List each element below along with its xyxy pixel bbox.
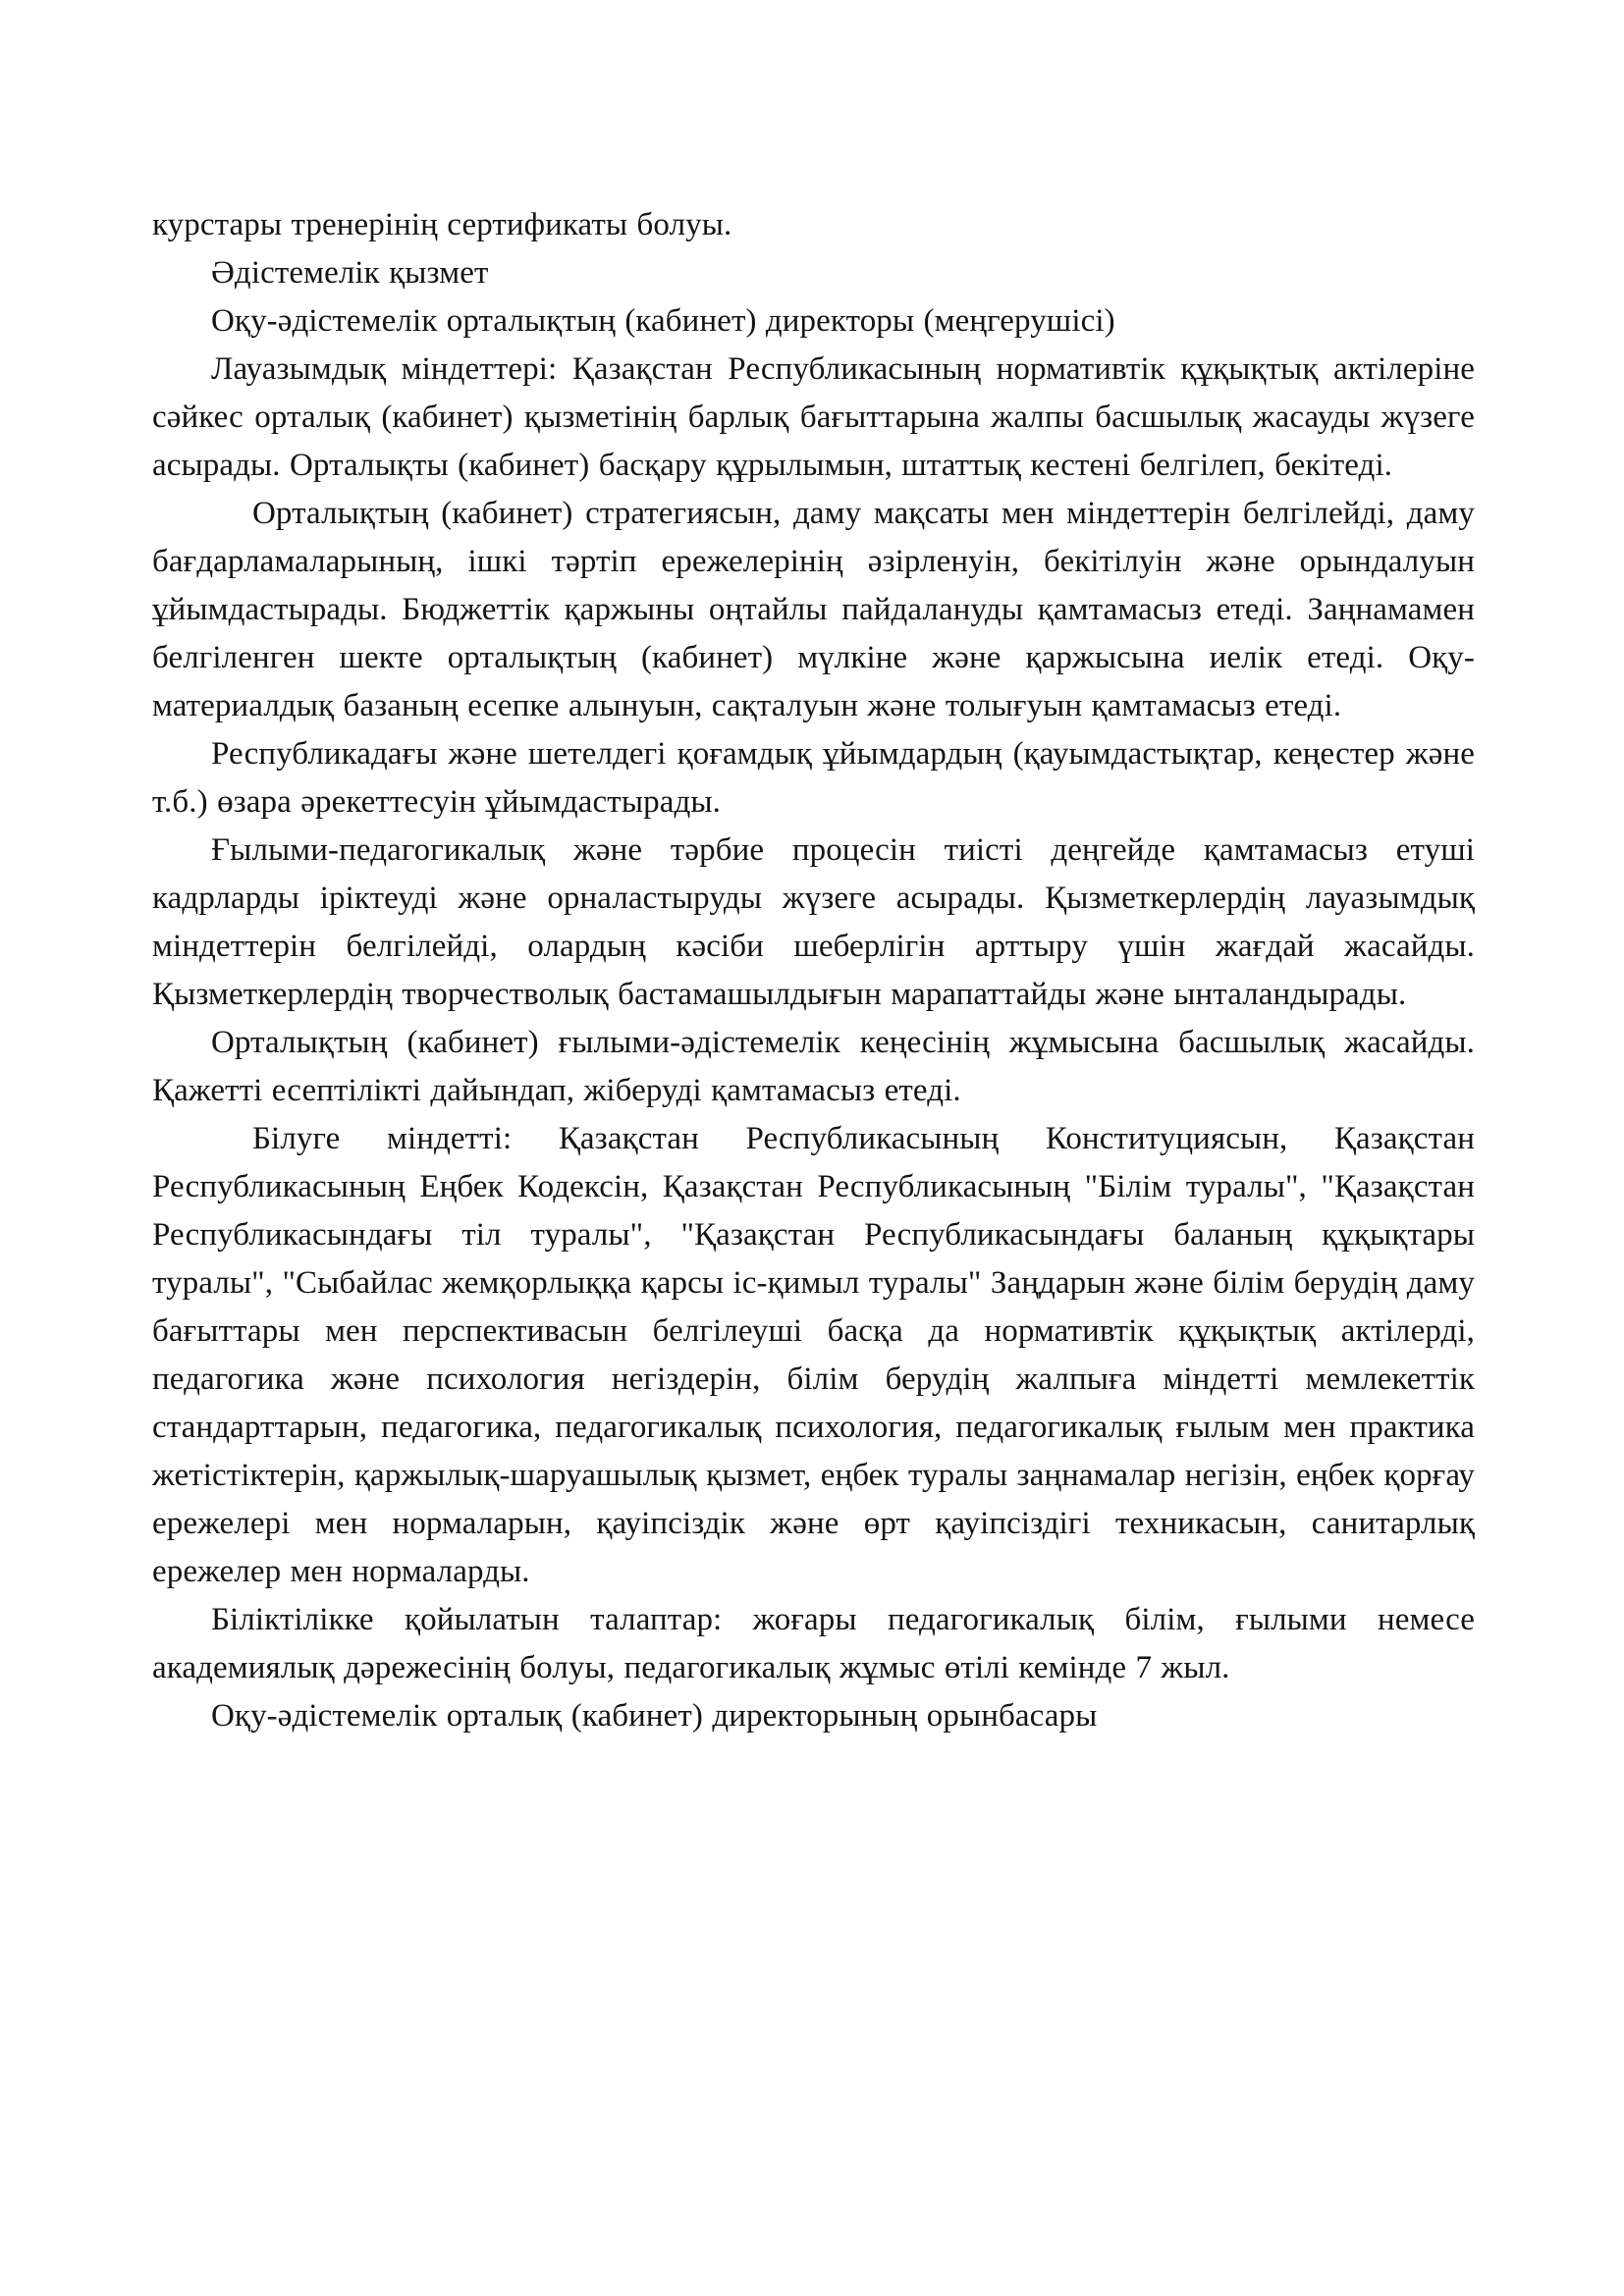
paragraph-staffing: Ғылыми-педагогикалық және тәрбие процесін тиісті деңгейде қамтамасыз етуші кадрларды іріктеуді және орналастыруды жүзеге асырады. Қызметкерлердің лауазымдық міндеттерін белгілейді, олардың кәсіби шеберлігін арттыру үшін жағдай жасайды. Қызметкерлердің творчестволық бастамашылдығын марапаттайды және ынталандырады. — [152, 832, 1475, 1012]
paragraph-deputy-title: Оқу-әдістемелік орталық (кабинет) директорының орынбасары — [211, 1698, 1098, 1734]
paragraph-position-title: Оқу-әдістемелік орталықтың (кабинет) директоры (меңгерушісі) — [211, 303, 1115, 339]
paragraph-must-know: Білуге міндетті: Қазақстан Республикасының Конституциясын, Қазақстан Республикасының Еңбек Кодексін, Қазақстан Республикасының "Білім туралы", "Қазақстан Республикасындағы тіл туралы", "Қазақстан Республикасындағы баланың құқықтары туралы", "Сыбайлас жемқорлыққа қарсы іс-қимыл туралы" Заңдарын және білім берудің даму бағыттары мен перспективасын белгілеуші басқа да нормативтік құқықтық актілерді, педагогика және психология негіздерін, білім берудің жалпыға міндетті мемлекеттік стандарттарын, педагогика, педагогикалық психология, педагогикалық ғылым мен практика жетістіктерін, қаржылық-шаруашылық қызмет, еңбек туралы заңнамалар негізін, еңбек қорғау ережелері мен нормаларын, қауіпсіздік және өрт қауіпсіздігі техникасын, санитарлық ережелер мен нормаларды. — [152, 1121, 1475, 1589]
paragraph-organizations: Республикадағы және шетелдегі қоғамдық ұйымдардың (қауымдастықтар, кеңестер және т.б.) өзара әрекеттесуін ұйымдастырады. — [152, 736, 1475, 820]
paragraph-continuation: курстары тренерінің сертификаты болуы. — [152, 207, 732, 242]
paragraph-section-title: Әдістемелік қызмет — [211, 255, 489, 291]
paragraph-duties: Лауазымдық міндеттері: Қазақстан Республикасының нормативтік құқықтық актілеріне сәйкес орталық (кабинет) қызметінің барлық бағыттарына жалпы басшылық жасауды жүзеге асырады. Орталықты (кабинет) басқару құрылымын, штаттық кестені белгілеп, бекітеді. — [152, 351, 1475, 483]
paragraph-council: Орталықтың (кабинет) ғылыми-әдістемелік кеңесінің жұмысына басшылық жасайды. Қажетті есептілікті дайындап, жіберуді қамтамасыз етеді. — [152, 1025, 1475, 1108]
paragraph-qualification: Біліктілікке қойылатын талаптар: жоғары педагогикалық білім, ғылыми немесе академиялық дәрежесінің болуы, педагогикалық жұмыс өтілі кемінде 7 жыл. — [152, 1602, 1475, 1685]
paragraph-strategy: Орталықтың (кабинет) стратегиясын, даму мақсаты мен міндеттерін белгілейді, даму бағдарламаларының, ішкі тәртіп ережелерінің әзірленуін, бекітілуін және орындалуын ұйымдастырады. Бюджеттік қаржыны оңтайлы пайдалануды қамтамасыз етеді. Заңнамамен белгіленген шекте орталықтың (кабинет) мүлкіне және қаржысына иелік етеді. Оқу-материалдық базаның есепке алынуын, сақталуын және толығуын қамтамасыз етеді. — [152, 496, 1475, 723]
